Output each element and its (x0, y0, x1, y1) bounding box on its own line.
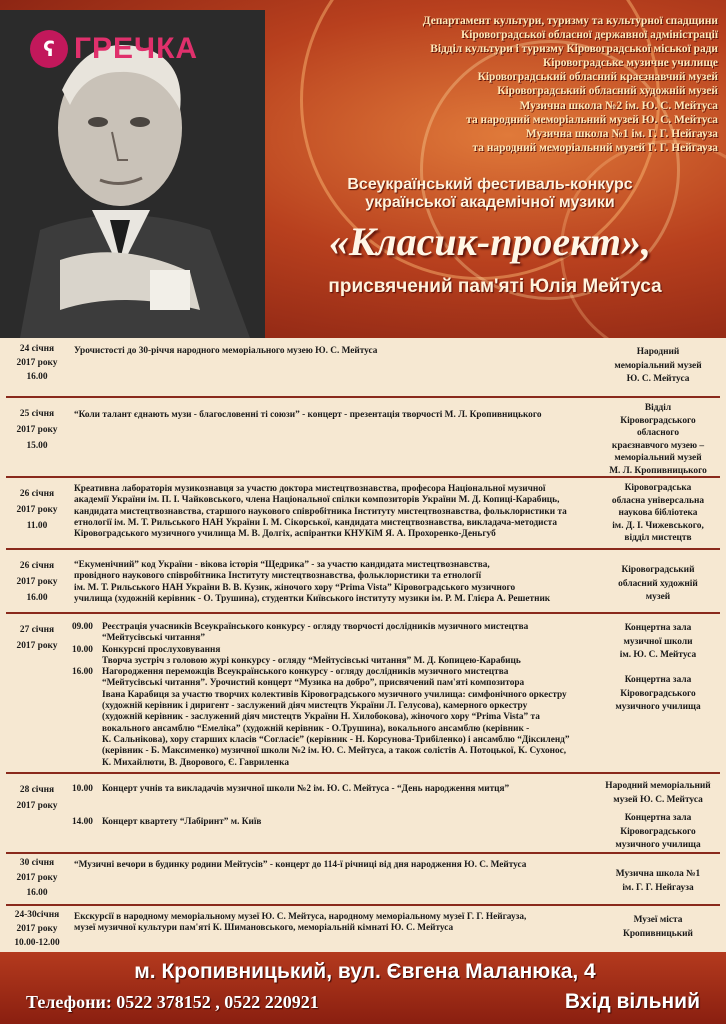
venue-line: ім. Д. І. Чижевського, (612, 520, 704, 531)
program-line (72, 633, 612, 644)
date-day: 24 січня (19, 344, 55, 354)
free-entry-notice: Вхід вільний (564, 990, 700, 1013)
event-description (74, 484, 604, 540)
organizer-line: Департамент культури, туризму та культурної спадщини (422, 15, 718, 27)
event-date (6, 558, 68, 606)
schedule (6, 340, 720, 952)
event-description (74, 346, 604, 357)
venue-line: меморіальний музей (614, 360, 702, 371)
festival-title: «Класик-проект», (328, 219, 652, 264)
date-time: 16.00 (26, 372, 48, 382)
event-row (6, 906, 720, 952)
program-line (72, 746, 612, 757)
venue-line: Ю. С. Мейтуса (626, 374, 690, 385)
date-day: 28 січня (19, 785, 55, 795)
event-text-line: училища (художній керівник - О. Трушина), студентки Київського інституту музики ім. Р. М. Глієра А. Решетник (74, 593, 551, 604)
program-text: (художній керівник - заслужений діяч мистецтв України Н. Хилобокова), жіночого хору “Prima Vista” та (102, 712, 540, 723)
festival-dedication: присвячений пам'яті Юлія Мейтуса (328, 276, 662, 297)
program-text: Івана Карабиця за участю творчих колективів Кіровоградського музичного училища: симфонічного оркестру (102, 689, 567, 700)
venue-line: музей Ю. С. Мейтуса (613, 794, 703, 805)
date-day: 25 січня (19, 409, 55, 419)
organizer-line: Кіровоградський обласний краєзнавчий музей (477, 71, 718, 84)
bear-head-icon: ʕ (30, 30, 68, 68)
date-day: 24-30січня (14, 910, 60, 920)
organizer-line: Музична школа №2 ім. Ю. С. Мейтуса (519, 99, 718, 112)
event-text-line: Креативна лабораторія музикознавця за участю доктора мистецтвознавства, професора Національної музичної (74, 484, 546, 494)
event-row (6, 398, 720, 478)
venue-line: ім. Г. Г. Нейгауза (622, 882, 694, 893)
event-program (72, 784, 612, 829)
logo-text: ГРЕЧКА (74, 32, 199, 65)
venue-line: Кіровоградського (620, 688, 696, 699)
program-text: Концерт квартету “Лабіринт” м. Київ (102, 817, 262, 828)
event-text-line: “Екуменічний” код України - вікова історія “Щедрика” - за участю кандидата мистецтвознавства, (74, 560, 490, 570)
date-time: 15.00 (26, 441, 48, 451)
venue-line: обласного (636, 428, 680, 438)
date-time: 16.00 (26, 593, 48, 603)
date-year: 2017 року (16, 641, 58, 651)
venue-line: Музична школа №1 (615, 869, 701, 879)
organizer-line: Музична школа №1 ім. Г. Г. Нейгауза (525, 127, 718, 140)
date-day: 27 січня (19, 625, 55, 635)
event-venue (598, 346, 718, 387)
event-description (74, 410, 604, 421)
program-line (72, 784, 612, 795)
organizers-list (338, 14, 718, 155)
venue-line: Кіровоградська (624, 483, 692, 493)
event-row (6, 340, 720, 398)
venue-line: Концертна зала (624, 675, 692, 685)
program-line (72, 656, 612, 667)
date-year: 2017 року (16, 873, 58, 883)
venue-line: музичного училища (615, 702, 701, 713)
venue-address: м. Кропивницький, вул. Євгена Маланюка, 4 (134, 960, 596, 983)
date-day: 26 січня (19, 561, 55, 571)
event-date (6, 406, 68, 454)
program-text: вокального ансамблю “Емеліка” (художній керівник - О.Трушина), вокального ансамблю (керівник - (102, 723, 530, 734)
program-text: Нагородження переможців Всеукраїнського конкурсу - огляду дослідників музичного мистецтва (102, 667, 509, 678)
date-year: 2017 року (16, 425, 58, 435)
event-date (6, 342, 68, 384)
organizer-line: та народний меморіальний музей Г. Г. Нейгауза (472, 141, 718, 154)
venue-line: меморіальний музей (614, 453, 702, 463)
date-day: 30 січня (19, 858, 55, 868)
date-time: 11.00 (26, 521, 48, 531)
program-line (72, 712, 612, 723)
venue-line: Кіровоградський (621, 565, 695, 575)
event-row (6, 614, 720, 774)
program-line (72, 645, 612, 656)
phone-numbers: Телефони: 0522 378152 , 0522 220921 (26, 992, 319, 1012)
venue-line: Музеї міста (633, 915, 683, 925)
venue-line: музичної школи (623, 636, 693, 647)
program-text: “Мейтусівські читання” (102, 633, 206, 644)
program-time: 16.00 (72, 667, 93, 678)
program-text: К. Сальнікова), хору старших класів “Согласіє” (керівник - Н. Корсунова-Трибіленко) і ансамблю “Діксиленд” (102, 734, 570, 745)
organizer-line: Кіровоградський обласний художній музей (497, 85, 718, 98)
event-text-line: Урочистості до 30-річчя народного меморіального музею Ю. С. Мейтуса (74, 346, 378, 356)
program-text: “Мейтусівські читання”. Урочистий концерт “Музика на добро”, присвячений пам'яті композитора (102, 678, 525, 689)
program-text: Творча зустріч з головою журі конкурсу - огляду “Мейтусівські читання” М. Д. Копицею-Карабиць (102, 655, 521, 666)
poster-header (0, 0, 726, 338)
festival-subtitle (290, 176, 690, 212)
date-time: 16.00 (26, 888, 48, 898)
event-description (74, 860, 604, 871)
venue-line: ім. Ю. С. Мейтуса (619, 650, 697, 661)
venue-line: Кропивницький (623, 928, 693, 939)
venue-line: Народний меморіальний (605, 781, 711, 791)
event-text-line: провідного наукового співробітника Інституту мистецтвознавства, фольклористики та етнології (74, 571, 482, 582)
date-day: 26 січня (19, 489, 55, 499)
event-venue (598, 564, 718, 605)
event-date (6, 622, 68, 654)
program-text: (художній керівник і диригент - заслужений діяч мистецтв України Л. Гелусова), камерного оркестру (102, 701, 528, 712)
program-line (72, 622, 612, 633)
event-text-line: “Музичні вечори в будинку родини Мейтусів” - концерт до 114-ї річниці від дня народження Ю. С. Мейтуса (74, 860, 527, 870)
program-line (72, 667, 612, 678)
program-time: 10.00 (72, 784, 93, 794)
date-year: 2017 року (16, 358, 58, 368)
event-text-line: академії України ім. П. І. Чайковського, члена Національної спілки композиторів України М. Д. Копиці-Карабиць, (74, 495, 560, 506)
program-line (72, 690, 612, 701)
organizer-line: Відділ культури і туризму Кіровоградської міської ради (430, 43, 718, 56)
event-row (6, 478, 720, 550)
event-program (72, 622, 612, 769)
event-row (6, 854, 720, 906)
organizer-line: Кіровоградської обласної державної адміністрації (461, 29, 718, 42)
program-text: К. Михайлюти, В. Дворового, Є. Гавриленка (102, 757, 289, 768)
venue-line: Відділ (644, 403, 672, 413)
event-venue-secondary (598, 812, 718, 853)
event-description (74, 560, 604, 605)
venue-line: обласний художній (618, 578, 698, 589)
event-text-line: Екскурсії в народному меморіальному музеї Ю. С. Мейтуса, народному меморіальному музеї Г. Г. Нейгауза, (74, 912, 527, 922)
program-text: Реєстрація учасників Всеукраїнського конкурсу - огляду творчості дослідників музичного мистецтва (102, 622, 529, 632)
venue-line: відділ мистецтв (624, 533, 692, 543)
date-year: 2017 року (16, 505, 58, 515)
event-text-line: музеї музичної культури пам'яті К. Шимановського, меморіальній кімнаті Ю. С. Мейтуса (74, 923, 454, 934)
venue-line: Народний (636, 347, 680, 357)
venue-line: Концертна зала (624, 813, 692, 823)
festival-line: української академічної музики (365, 194, 615, 211)
date-year: 2017 року (16, 924, 58, 934)
event-text-line: кандидата мистецтвознавства, старшого наукового співробітника Інституту мистецтвознавства, фольклористики та (74, 506, 567, 517)
program-line (72, 701, 612, 712)
event-text-line: Кіровоградського музичного училища М. В. Долгіх, аспірантки КНУКіМ Я. А. Прохоренко-Деньгуб (74, 529, 496, 540)
event-venue (598, 482, 718, 545)
event-text-line: “Коли талант єднають музи - благословенні ті союзи” - концерт - презентація творчості М. Л. Кропивницького (74, 410, 542, 420)
program-text: (керівник - Б. Максименко) музичної школи №2 ім. Ю. С. Мейтуса, а також солістів А. Потоцької, К. Сухонос, (102, 746, 567, 757)
event-venue-secondary (598, 674, 718, 715)
event-venue (598, 868, 718, 895)
event-text-line: ім. М. Т. Рильського НАН України В. В. Кузик, жіночого хору “Prima Vista” Кіровоградського музичного (74, 582, 516, 593)
event-venue (598, 914, 718, 941)
program-time: 10.00 (72, 644, 93, 655)
event-row (6, 774, 720, 854)
venue-line: обласна універсальна (611, 495, 705, 506)
event-date (6, 908, 68, 950)
event-venue (598, 402, 718, 477)
event-description (74, 912, 604, 935)
program-text: Концерт учнів та викладачів музичної школи №2 ім. Ю. С. Мейтуса - “День народження митця” (102, 784, 510, 794)
venue-line: Кіровоградського (620, 415, 696, 426)
venue-line: музичного училища (615, 840, 701, 851)
logo[interactable] (30, 30, 198, 68)
program-line (72, 735, 612, 746)
venue-line: М. Л. Кропивницького (609, 465, 707, 476)
date-year: 2017 року (16, 801, 58, 811)
event-date (6, 782, 68, 814)
program-line (72, 724, 612, 735)
venue-line: музей (645, 592, 671, 603)
event-text-line: етнології ім. М. Т. Рильського НАН України І. М. Сікорської, кандидата мистецтвознавства, викладача-методиста (74, 517, 557, 528)
venue-line: Кіровоградського (620, 826, 696, 837)
program-time: 14.00 (72, 817, 93, 828)
event-date (6, 856, 68, 901)
event-row (6, 550, 720, 614)
event-venue (598, 780, 718, 807)
program-line (72, 758, 612, 769)
venue-line: краєзнавчого музею – (611, 440, 705, 451)
program-time: 09.00 (72, 622, 93, 632)
venue-line: Концертна зала (624, 623, 692, 633)
date-time: 10.00-12.00 (14, 938, 60, 948)
festival-line: Всеукраїнський фестиваль-конкурс (347, 176, 633, 193)
poster-footer (0, 952, 726, 1024)
venue-line: наукова бібліотека (618, 508, 698, 518)
organizer-line: Кіровоградське музичне училище (543, 57, 718, 70)
organizer-line: та народний меморіальний музей Ю. С. Мейтуса (466, 113, 718, 126)
program-line (72, 678, 612, 689)
event-date (6, 486, 68, 534)
event-venue (598, 622, 718, 663)
date-year: 2017 року (16, 577, 58, 587)
program-line (72, 817, 612, 828)
program-text: Конкурсні прослуховування (102, 644, 221, 655)
